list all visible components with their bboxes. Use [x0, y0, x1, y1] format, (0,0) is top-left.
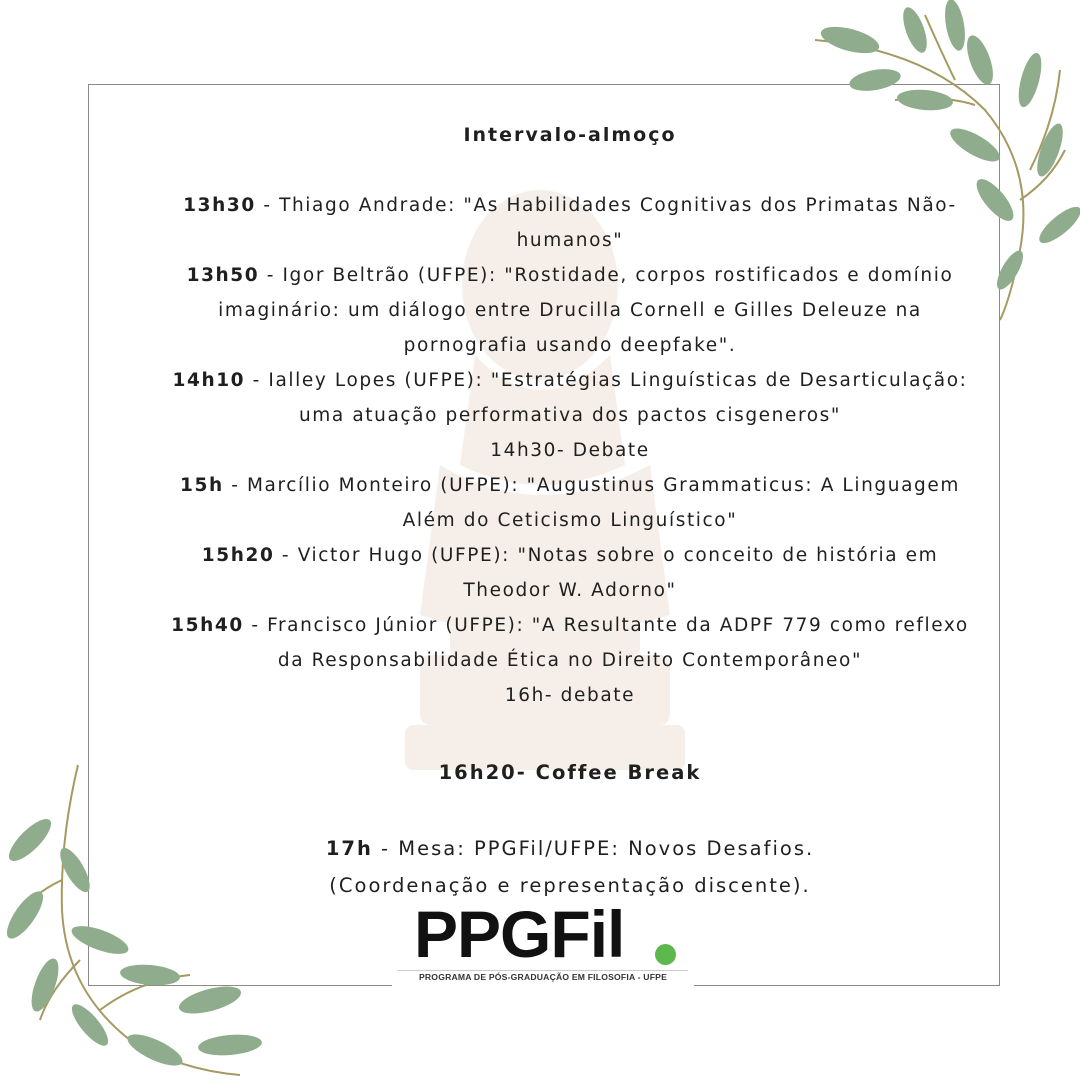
schedule-item: [150, 258, 990, 363]
schedule-item: [150, 363, 990, 433]
schedule-time: 14h10: [172, 370, 246, 391]
mesa-line2: (Coordenação e representação discente).: [329, 874, 811, 897]
mesa-text: - Mesa: PPGFil/UFPE: Novos Desafios.: [372, 837, 815, 860]
schedule-text-cont: humanos": [516, 230, 624, 251]
schedule-text-cont: Theodor W. Adorno": [463, 580, 677, 601]
schedule-text: - Ialley Lopes (UFPE): "Estratégias Linguísticas de Desarticulação:: [245, 370, 968, 391]
schedule-text-cont: pornografia usando deepfake".: [403, 335, 737, 356]
mesa-time: 17h: [325, 837, 373, 860]
schedule-time: 15h20: [201, 545, 275, 566]
schedule-item: [150, 608, 990, 678]
ppgfil-logo: [392, 897, 694, 990]
section-heading: Intervalo-almoço: [463, 124, 677, 146]
schedule-text-cont: da Responsabilidade Ética no Direito Contemporâneo": [277, 650, 863, 671]
schedule-item: [150, 468, 990, 538]
logo-dot-icon: [655, 944, 676, 965]
mesa-item: [150, 830, 990, 904]
logo-subtitle: PROGRAMA DE PÓS-GRADUAÇÃO EM FILOSOFIA - UFPE: [398, 970, 688, 982]
schedule-time: 15h40: [171, 615, 244, 636]
schedule-item: [150, 538, 990, 608]
logo-name: PPGFil: [414, 897, 625, 971]
program-content: [150, 118, 990, 904]
schedule-time: 13h30: [183, 195, 256, 216]
schedule-time: 15h: [180, 475, 224, 496]
schedule-text-cont: Além do Ceticismo Linguístico": [402, 510, 738, 531]
schedule-plain: 14h30- Debate: [490, 440, 650, 461]
schedule-text-cont: uma atuação performativa dos pactos cisgeneros": [298, 405, 842, 426]
schedule-text: - Thiago Andrade: "As Habilidades Cognitivas dos Primatas Não-: [255, 195, 957, 216]
schedule-time: 13h50: [186, 265, 260, 286]
schedule-text: - Victor Hugo (UFPE): "Notas sobre o conceito de história em: [274, 545, 939, 566]
coffee-break: 16h20- Coffee Break: [438, 761, 702, 784]
schedule-text: - Marcílio Monteiro (UFPE): "Augustinus Grammaticus: A Linguagem: [223, 475, 960, 496]
schedule-text: - Igor Beltrão (UFPE): "Rostidade, corpos rostificados e domínio: [259, 265, 954, 286]
schedule-plain: 16h- debate: [504, 685, 636, 706]
schedule-text-cont: imaginário: um diálogo entre Drucilla Cornell e Gilles Deleuze na: [218, 300, 922, 321]
schedule-text: - Francisco Júnior (UFPE): "A Resultante da ADPF 779 como reflexo: [243, 615, 969, 636]
schedule-item: [150, 188, 990, 258]
